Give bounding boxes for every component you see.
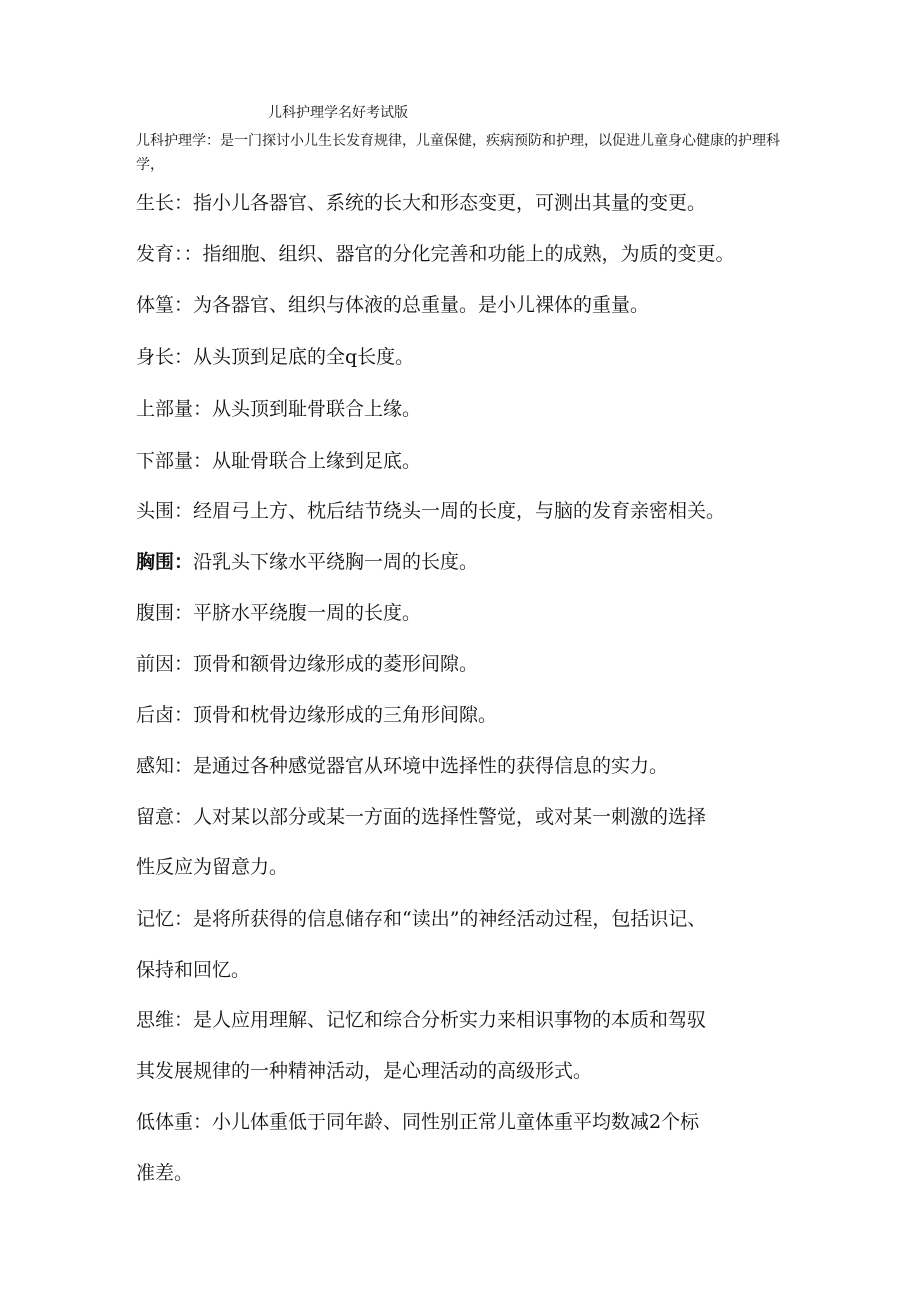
definition-body-length: 身长：从头顶到足底的全q长度。 bbox=[136, 346, 415, 368]
definition-anterior-fontanelle: 前因：顶骨和额骨边缘形成的菱形间隙。 bbox=[136, 653, 479, 675]
definition-chest-circumference bbox=[136, 549, 478, 575]
definition-low-weight-line1: 低体重：小儿体重低于同年龄、同性别正常儿童体重平均数减2个标 bbox=[136, 1111, 700, 1133]
definition-perception: 感知：是通过各种感觉器官从环境中选择性的获得信息的实力。 bbox=[136, 755, 669, 777]
chest-term: 胸围： bbox=[136, 551, 194, 573]
chest-text: 沿乳头下缘水平绕胸一周的长度。 bbox=[193, 551, 479, 573]
definition-development: 发育：：指细胞、组织、器官的分化完善和功能上的成熟，为质的变更。 bbox=[136, 243, 735, 265]
definition-memory-line2: 保持和回忆。 bbox=[136, 959, 251, 981]
intro-paragraph: 儿科护理学：是一门探讨小儿生长发育规律，儿童保健，疾病预防和护理，以促进儿童身心健康的护理科学， bbox=[136, 133, 780, 173]
definition-growth: 生长：指小儿各器官、系统的长大和形态变更，可测出其量的变更。 bbox=[136, 192, 707, 214]
definition-low-weight-line2: 准差。 bbox=[136, 1162, 194, 1184]
document-title: 儿科护理学名好考试版 bbox=[268, 105, 408, 121]
definition-memory-line1: 记忆：是将所获得的信息储存和“读出”的神经活动过程，包括识记、 bbox=[136, 908, 707, 930]
definition-abdominal-circumference: 腹围：平脐水平绕腹一周的长度。 bbox=[136, 602, 422, 624]
definition-upper-segment: 上部量：从头顶到耻骨联合上缘。 bbox=[136, 398, 422, 420]
definition-lower-segment: 下部量：从耻骨联合上缘到足底。 bbox=[136, 450, 422, 472]
definition-attention-line1: 留意：人对某以部分或某一方面的选择性警觉，或对某一刺激的选择 bbox=[136, 806, 707, 828]
definition-thinking-line2: 其发展规律的一种精神活动，是心理活动的高级形式。 bbox=[136, 1060, 593, 1082]
definition-attention-line2: 性反应为留意力。 bbox=[136, 856, 289, 878]
definition-posterior-fontanelle: 后卤：顶骨和枕骨边缘形成的三角形间隙。 bbox=[136, 704, 498, 726]
definition-body-weight: 体篁：为各器官、组织与体液的总重量。是小儿裸体的重量。 bbox=[136, 294, 650, 316]
definition-thinking-line1: 思维：是人应用理解、记忆和综合分析实力来相识事物的本质和驾驭 bbox=[136, 1009, 707, 1031]
definition-head-circumference: 头围：经眉弓上方、枕后结节绕头一周的长度，与脑的发育亲密相关。 bbox=[136, 500, 726, 522]
